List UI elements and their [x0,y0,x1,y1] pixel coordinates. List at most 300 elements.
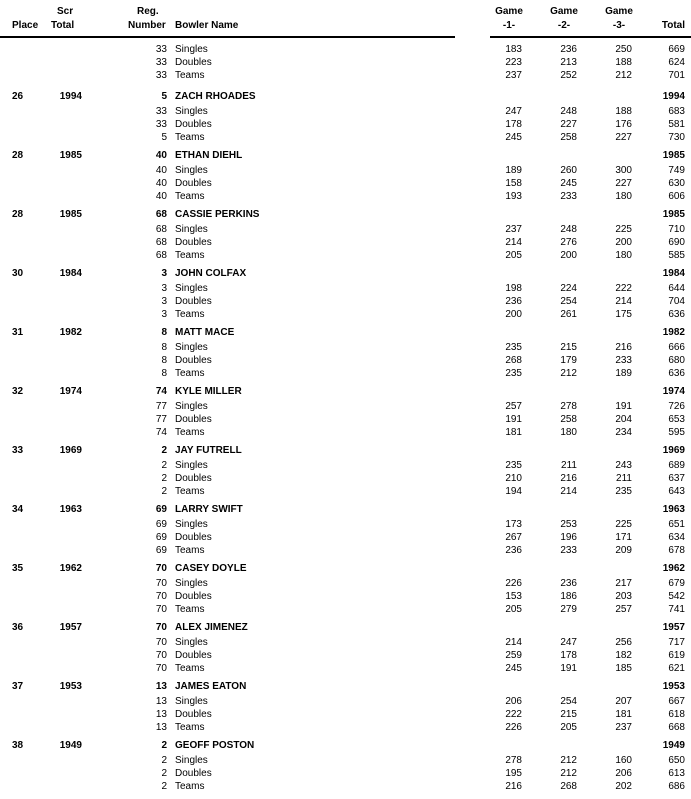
scr-total-cell [40,164,82,177]
game3-cell: 203 [615,591,632,602]
game2-cell: 179 [560,355,577,366]
reg-number-cell: 70 [155,622,167,633]
scr-total-cell [40,177,82,190]
game2-cell [522,385,577,398]
game3-cell: 233 [615,355,632,366]
reg-number-cell: 2 [161,460,167,471]
reg-number-cell: 69 [155,519,167,530]
game3-cell [577,444,632,457]
game3-cell: 207 [615,696,632,707]
event-total-cell: 678 [668,545,685,556]
event-total-cell: 624 [668,57,685,68]
scr-total-cell [40,767,82,780]
place-header: Place [12,20,39,31]
game2-cell [522,149,577,162]
game2-cell [522,621,577,634]
game1-cell: 189 [505,165,522,176]
event-name-cell: Singles [175,342,208,353]
game3-cell: 182 [615,650,632,661]
reg-number-cell: 2 [161,755,167,766]
bowler-name-cell: CASEY DOYLE [175,563,247,574]
game3-cell: 222 [615,283,632,294]
place-cell: 36 [12,622,24,633]
event-name-cell: Singles [175,519,208,530]
event-row [0,131,691,144]
event-row [0,459,691,472]
game3-cell: 227 [615,132,632,143]
header-rule-right [490,36,691,38]
reg-number-cell: 13 [155,696,167,707]
game3-cell: 250 [615,44,632,55]
event-total-cell: 619 [668,650,685,661]
game2-cell: 245 [560,178,577,189]
game1-cell: 214 [505,237,522,248]
event-name-cell: Teams [175,486,205,497]
game3-cell: 200 [615,237,632,248]
game2-cell: 260 [560,165,577,176]
place-cell: 33 [12,445,24,456]
scr-total-cell [40,577,82,590]
reg-number-cell: 77 [155,414,167,425]
place-cell [0,649,40,662]
reg-number-cell: 8 [161,368,167,379]
event-total-cell: 630 [668,178,685,189]
bowler-block [0,267,691,321]
reg-number-cell: 40 [155,178,167,189]
game1-cell: 214 [505,637,522,648]
bowler-block [0,385,691,439]
event-name-cell: Teams [175,604,205,615]
game1-cell [466,562,522,575]
event-name-cell: Singles [175,224,208,235]
place-cell [0,282,40,295]
event-row [0,118,691,131]
game3-cell: 175 [615,309,632,320]
event-row [0,708,691,721]
event-name-cell: Teams [175,427,205,438]
game1-cell: 200 [505,309,522,320]
game1-cell: 210 [505,473,522,484]
event-name-cell: Teams [175,191,205,202]
reg-number-cell: 3 [161,268,167,279]
game3-cell: 180 [615,250,632,261]
event-total-cell: 730 [668,132,685,143]
reg-number-cell: 33 [155,106,167,117]
scr-total-cell [40,282,82,295]
game3-cell: 209 [615,545,632,556]
game2-cell: 215 [560,709,577,720]
game1-header [484,7,534,31]
game1-cell: 226 [505,722,522,733]
scr-total-cell [40,518,82,531]
event-row [0,662,691,675]
game3-cell: 180 [615,191,632,202]
place-cell [0,472,40,485]
game2-cell: 215 [560,342,577,353]
game1-cell: 268 [505,355,522,366]
scr-total-cell [40,603,82,616]
reg-number-cell: 13 [155,709,167,720]
game2-cell: 258 [560,414,577,425]
event-row [0,400,691,413]
place-cell [0,223,40,236]
reg-number-cell: 33 [155,57,167,68]
event-total-cell: 606 [668,191,685,202]
bowler-name-cell: GEOFF POSTON [175,740,255,751]
entry-total-cell: 1994 [662,91,685,102]
place-cell [0,754,40,767]
entry-total-cell: 1969 [662,445,685,456]
bowler-block [0,503,691,557]
event-row [0,531,691,544]
event-name-cell: Teams [175,309,205,320]
game1-cell: 235 [505,460,522,471]
event-total-cell: 634 [668,532,685,543]
game2-cell [522,208,577,221]
game2-cell: 248 [560,224,577,235]
game1-header-line2: -1- [502,20,516,31]
game2-cell: 279 [560,604,577,615]
bowler-entry-row [0,503,691,516]
event-total-cell: 680 [668,355,685,366]
game3-cell: 211 [616,473,632,484]
place-cell [0,56,40,69]
event-row [0,721,691,734]
reg-number-cell: 74 [155,427,167,438]
event-total-cell: 679 [668,578,685,589]
scr-total-cell: 1957 [59,622,82,633]
reg-number-cell: 8 [161,342,167,353]
bowler-name-cell: KYLE MILLER [175,386,242,397]
event-row [0,177,691,190]
event-total-cell: 613 [668,768,685,779]
reg-number-cell: 70 [155,563,167,574]
place-cell [0,518,40,531]
place-cell: 28 [12,209,24,220]
place-cell [0,177,40,190]
reg-number-cell: 3 [161,296,167,307]
game1-cell: 257 [505,401,522,412]
scr-total-cell [40,56,82,69]
game2-cell: 236 [560,578,577,589]
event-total-cell: 595 [668,427,685,438]
place-cell [0,341,40,354]
event-row [0,341,691,354]
bowler-name-cell: MATT MACE [175,327,235,338]
game3-cell: 204 [615,414,632,425]
reg-number-cell: 2 [161,473,167,484]
game1-cell: 193 [505,191,522,202]
event-name-cell: Doubles [175,237,212,248]
place-cell [0,695,40,708]
bowler-entry-row [0,385,691,398]
game1-cell: 173 [505,519,522,530]
event-name-cell: Doubles [175,178,212,189]
game1-cell: 267 [505,532,522,543]
game3-cell: 214 [615,296,632,307]
game2-cell: 227 [560,119,577,130]
event-row [0,69,691,82]
event-row [0,236,691,249]
game2-cell: 212 [560,368,577,379]
bowler-block [0,444,691,498]
header-rule-left [0,36,455,38]
game3-cell: 237 [615,722,632,733]
game3-cell [577,680,632,693]
event-name-cell: Teams [175,132,205,143]
reg-number-cell: 33 [155,44,167,55]
scr-total-cell: 1984 [59,268,82,279]
game3-cell [577,267,632,280]
event-row [0,767,691,780]
game1-cell [466,621,522,634]
scr-total-cell [40,367,82,380]
game1-cell [466,680,522,693]
place-cell [0,531,40,544]
game1-cell: 206 [505,696,522,707]
entry-total-cell: 1982 [662,327,685,338]
event-row [0,295,691,308]
reg-number-cell: 2 [161,486,167,497]
place-cell [0,780,40,793]
place-cell [0,367,40,380]
event-total-cell: 651 [668,519,685,530]
scr-total-cell: 1985 [59,209,82,220]
event-name-cell: Teams [175,722,205,733]
game1-cell: 223 [505,57,522,68]
game2-cell: 278 [560,401,577,412]
game1-cell: 195 [505,768,522,779]
event-row [0,354,691,367]
bowler-name-cell: LARRY SWIFT [175,504,243,515]
event-total-cell: 710 [668,224,685,235]
game1-cell: 181 [505,427,522,438]
game1-cell [466,503,522,516]
scr-total-cell: 1994 [59,91,82,102]
game3-cell: 176 [615,119,632,130]
event-name-cell: Singles [175,637,208,648]
game1-cell: 237 [505,70,522,81]
place-cell [0,105,40,118]
scr-total-cell [40,721,82,734]
place-cell [0,249,40,262]
place-cell [0,662,40,675]
event-name-cell: Doubles [175,709,212,720]
scr-total-cell [40,236,82,249]
game3-cell: 181 [615,709,632,720]
reg-number-cell: 3 [161,309,167,320]
scr-total-cell [40,426,82,439]
event-row [0,56,691,69]
game2-cell: 253 [560,519,577,530]
reg-number-cell: 68 [155,250,167,261]
game1-cell: 237 [505,224,522,235]
scr-total-cell [40,754,82,767]
game1-cell [466,326,522,339]
event-name-cell: Doubles [175,532,212,543]
bowler-block [0,621,691,675]
entry-total-cell: 1962 [662,563,685,574]
scr-total-cell: 1969 [59,445,82,456]
event-total-cell: 666 [668,342,685,353]
scr-total-cell [40,649,82,662]
reg-number-cell: 70 [155,650,167,661]
place-cell: 26 [12,91,24,102]
game2-cell: 248 [560,106,577,117]
place-cell: 34 [12,504,24,515]
event-total-cell: 668 [668,722,685,733]
game1-cell [466,149,522,162]
place-cell [0,577,40,590]
game2-cell [522,326,577,339]
game3-cell: 225 [615,519,632,530]
event-total-cell: 686 [668,781,685,792]
game1-cell [466,385,522,398]
place-cell: 35 [12,563,24,574]
place-cell: 30 [12,268,24,279]
place-cell: 32 [12,386,24,397]
game2-cell: 180 [560,427,577,438]
event-name-cell: Teams [175,250,205,261]
event-total-cell: 644 [668,283,685,294]
game3-cell: 188 [615,57,632,68]
game3-cell: 225 [615,224,632,235]
reg-number-cell: 77 [155,401,167,412]
reg-number-cell: 2 [161,781,167,792]
reg-number-cell: 5 [161,91,167,102]
event-total-cell: 650 [668,755,685,766]
reg-header-line2: Number [128,20,166,31]
scr-total-cell [40,223,82,236]
scr-total-cell [40,249,82,262]
bowler-block [0,90,691,144]
event-total-cell: 637 [668,473,685,484]
event-name-cell: Teams [175,663,205,674]
event-name-cell: Doubles [175,650,212,661]
event-row [0,413,691,426]
reg-number-cell: 40 [155,165,167,176]
scr-total-cell [40,118,82,131]
game3-cell [577,739,632,752]
game1-cell: 222 [505,709,522,720]
game1-cell [466,90,522,103]
event-total-cell: 669 [668,44,685,55]
reg-number-cell: 2 [161,740,167,751]
event-total-cell: 643 [668,486,685,497]
place-cell [0,459,40,472]
bowler-entry-row [0,90,691,103]
scr-total-cell: 1963 [59,504,82,515]
scr-total-cell [40,590,82,603]
reg-number-cell: 33 [155,70,167,81]
game1-cell: 247 [505,106,522,117]
game1-cell: 216 [505,781,522,792]
game3-cell: 189 [615,368,632,379]
scr-header-line1: Scr [57,6,74,17]
game1-cell: 236 [505,296,522,307]
scr-total-cell: 1962 [59,563,82,574]
game3-cell: 235 [615,486,632,497]
event-name-cell: Singles [175,460,208,471]
reg-number-cell: 68 [155,209,167,220]
game2-cell [522,503,577,516]
reg-number-cell: 68 [155,224,167,235]
event-row [0,426,691,439]
game3-cell: 188 [615,106,632,117]
game2-cell: 216 [560,473,577,484]
event-row [0,164,691,177]
scr-total-cell [40,400,82,413]
event-name-cell: Singles [175,401,208,412]
game2-header-line1: Game [550,6,578,17]
game2-cell: 276 [560,237,577,248]
event-row [0,577,691,590]
game1-cell: 191 [505,414,522,425]
reg-number-cell: 69 [155,545,167,556]
bowler-name-cell: JAMES EATON [175,681,247,692]
event-row [0,780,691,793]
reg-number-cell: 70 [155,578,167,589]
reg-number-cell: 40 [155,191,167,202]
place-cell: 28 [12,150,24,161]
event-name-cell: Singles [175,44,208,55]
event-total-cell: 689 [668,460,685,471]
game3-cell: 300 [615,165,632,176]
game1-cell: 198 [505,283,522,294]
reg-number-cell: 74 [155,386,167,397]
event-name-cell: Teams [175,781,205,792]
game3-cell: 160 [615,755,632,766]
scr-total-cell [40,544,82,557]
game1-cell: 205 [505,250,522,261]
scr-total-cell [40,308,82,321]
bowler-entry-row [0,149,691,162]
scr-header-line2: Total [51,20,75,31]
game3-cell: 257 [615,604,632,615]
place-cell [0,354,40,367]
game3-cell [577,562,632,575]
bowler-name-cell: JOHN COLFAX [175,268,247,279]
game3-cell: 202 [615,781,632,792]
total-header: Total [661,20,685,31]
event-total-cell: 749 [668,165,685,176]
entry-total-cell: 1953 [662,681,685,692]
game2-cell [522,680,577,693]
game2-cell [522,90,577,103]
game3-cell: 217 [615,578,632,589]
place-cell [0,708,40,721]
event-row [0,518,691,531]
scr-total-cell [40,413,82,426]
event-row [0,649,691,662]
game1-cell: 235 [505,342,522,353]
bowler-name-cell: JAY FUTRELL [175,445,242,456]
event-total-cell: 542 [668,591,685,602]
reg-number-cell: 69 [155,532,167,543]
reg-number-cell: 70 [155,637,167,648]
bowler-name-cell: ZACH RHOADES [175,91,256,102]
event-row [0,249,691,262]
game1-cell: 278 [505,755,522,766]
game2-cell: 212 [560,755,577,766]
bowler-entry-row [0,444,691,457]
game3-cell: 243 [615,460,632,471]
game2-cell: 205 [560,722,577,733]
reg-number-cell: 69 [155,504,167,515]
event-row [0,367,691,380]
scr-total-cell [40,485,82,498]
table-body [0,43,691,798]
